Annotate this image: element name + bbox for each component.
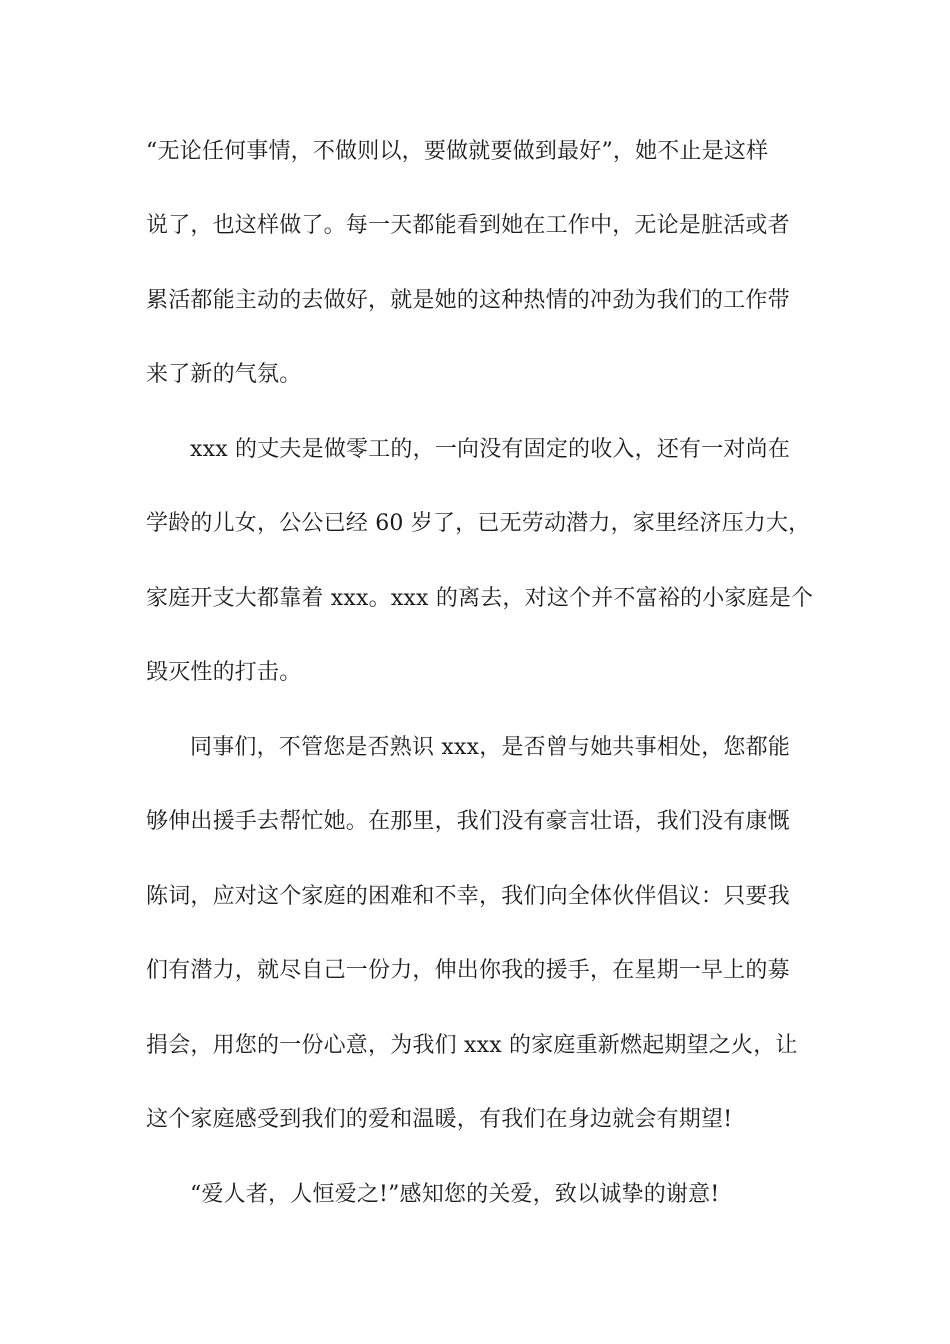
paragraph-3-line-5: 捐会，用您的一份心意，为我们 xxx 的家庭重新燃起期望之火，让: [146, 1033, 798, 1058]
paragraph-4-line-1: “爱人者，人恒爱之!”感知您的关爱，致以诚挚的谢意!: [190, 1182, 720, 1207]
paragraph-3-line-3: 陈词，应对这个家庭的困难和不幸，我们向全体伙伴倡议：只要我: [146, 884, 790, 909]
paragraph-3-line-1: 同事们，不管您是否熟识 xxx，是否曾与她共事相处，您都能: [190, 735, 791, 760]
paragraph-1-line-2: 说了，也这样做了。每一天都能看到她在工作中，无论是脏活或者: [146, 213, 790, 238]
paragraph-3-line-6: 这个家庭感受到我们的爱和温暖，有我们在身边就会有期望!: [146, 1107, 733, 1132]
paragraph-2-line-2: 学龄的儿女，公公已经 60 岁了，已无劳动潜力，家里经济压力大，: [146, 511, 811, 536]
paragraph-2-line-4: 毁灭性的打击。: [146, 660, 302, 685]
paragraph-2-line-3: 家庭开支大都靠着 xxx。xxx 的离去，对这个并不富裕的小家庭是个: [146, 586, 814, 611]
paragraph-1-line-3: 累活都能主动的去做好，就是她的这种热情的冲劲为我们的工作带: [146, 288, 790, 313]
paragraph-3-line-2: 够伸出援手去帮忙她。在那里，我们没有豪言壮语，我们没有康慨: [146, 809, 790, 834]
paragraph-2-line-1: xxx 的丈夫是做零工的，一向没有固定的收入，还有一对尚在: [190, 437, 791, 462]
paragraph-1-line-1: “无论任何事情，不做则以，要做就要做到最好”，她不止是这样: [146, 139, 769, 164]
paragraph-1-line-4: 来了新的气氛。: [146, 362, 302, 387]
paragraph-3-line-4: 们有潜力，就尽自己一份力，伸出你我的援手，在星期一早上的募: [146, 958, 790, 983]
